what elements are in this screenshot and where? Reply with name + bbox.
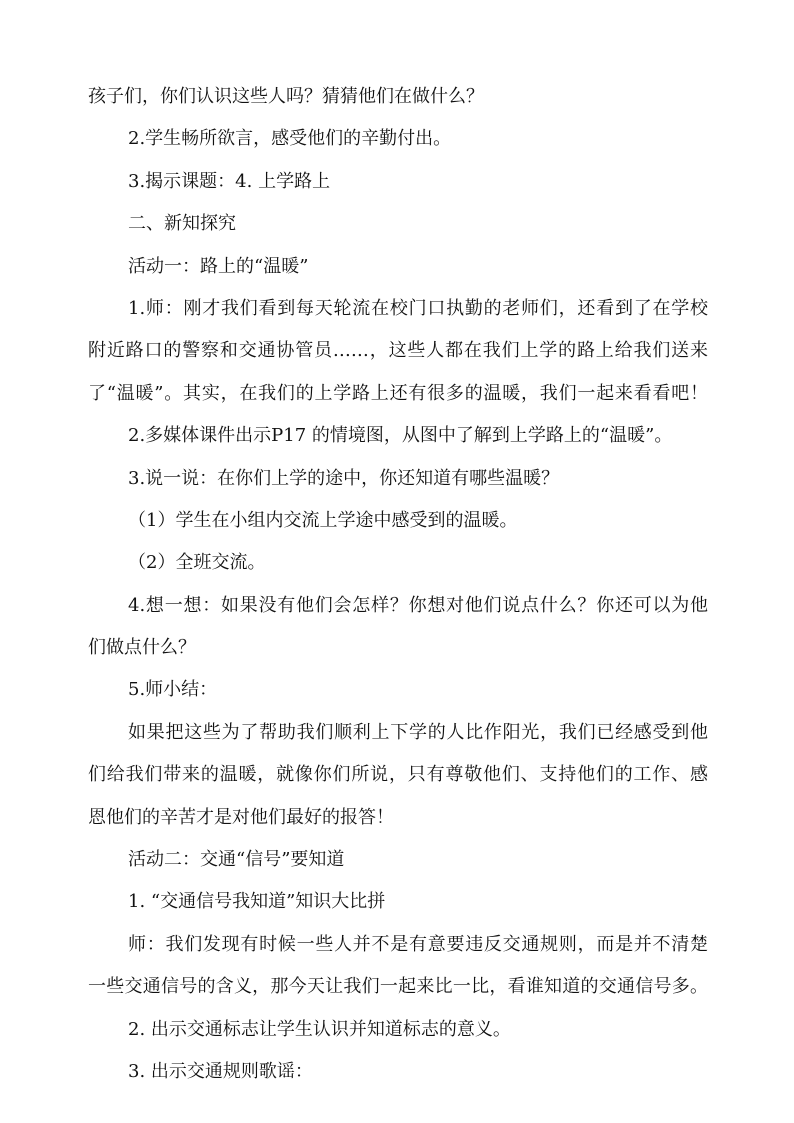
- text-line: 了“温暖”。其实，在我们的上学路上还有很多的温暖，我们一起来看看吧！: [88, 382, 708, 404]
- text-line: 们做点什么？: [88, 637, 196, 659]
- text-line: 3.说一说：在你们上学的途中，你还知道有哪些温暖？: [128, 467, 560, 489]
- activity-heading: 活动二：交通“信号”要知道: [128, 849, 345, 871]
- activity-heading: 活动一：路上的“温暖”: [128, 255, 309, 277]
- text-line: 2. 出示交通标志让学生认识并知道标志的意义。: [128, 1018, 511, 1040]
- text-line: 1.师：刚才我们看到每天轮流在校门口执勤的老师们，还看到了在学校: [128, 297, 708, 319]
- text-line: 1. “交通信号我知道”知识大比拼: [128, 891, 386, 913]
- text-line: 如果把这些为了帮助我们顺利上下学的人比作阳光，我们已经感受到他: [128, 721, 708, 743]
- text-line: 2.多媒体课件出示P17 的情境图，从图中了解到上学路上的“温暖”。: [128, 425, 673, 447]
- text-line: 2.学生畅所欲言，感受他们的辛勤付出。: [128, 128, 452, 150]
- text-line: 一些交通信号的含义，那今天让我们一起来比一比，看谁知道的交通信号多。: [88, 976, 708, 998]
- text-line: 4.想一想：如果没有他们会怎样？你想对他们说点什么？你还可以为他: [128, 594, 708, 616]
- document-body: [88, 76, 708, 1093]
- text-line: 师：我们发现有时候一些人并不是有意要违反交通规则，而是并不清楚: [128, 933, 708, 955]
- text-line: 3.揭示课题：4. 上学路上: [128, 170, 331, 192]
- list-item: （1）学生在小组内交流上学途中感受到的温暖。: [128, 509, 518, 531]
- text-line: 附近路口的警察和交通协管员……，这些人都在我们上学的路上给我们送来: [88, 340, 708, 362]
- list-item: （2）全班交流。: [128, 552, 266, 574]
- text-line: 孩子们，你们认识这些人吗？猜猜他们在做什么？: [88, 86, 484, 107]
- text-line: 3. 出示交通规则歌谣：: [128, 1060, 313, 1082]
- text-line: 5.师小结：: [128, 679, 218, 701]
- text-line: 恩他们的辛苦才是对他们最好的报答！: [88, 806, 394, 828]
- text-line: 们给我们带来的温暖，就像你们所说，只有尊敬他们、支持他们的工作、感: [88, 764, 708, 786]
- section-heading: 二、新知探究: [128, 213, 236, 235]
